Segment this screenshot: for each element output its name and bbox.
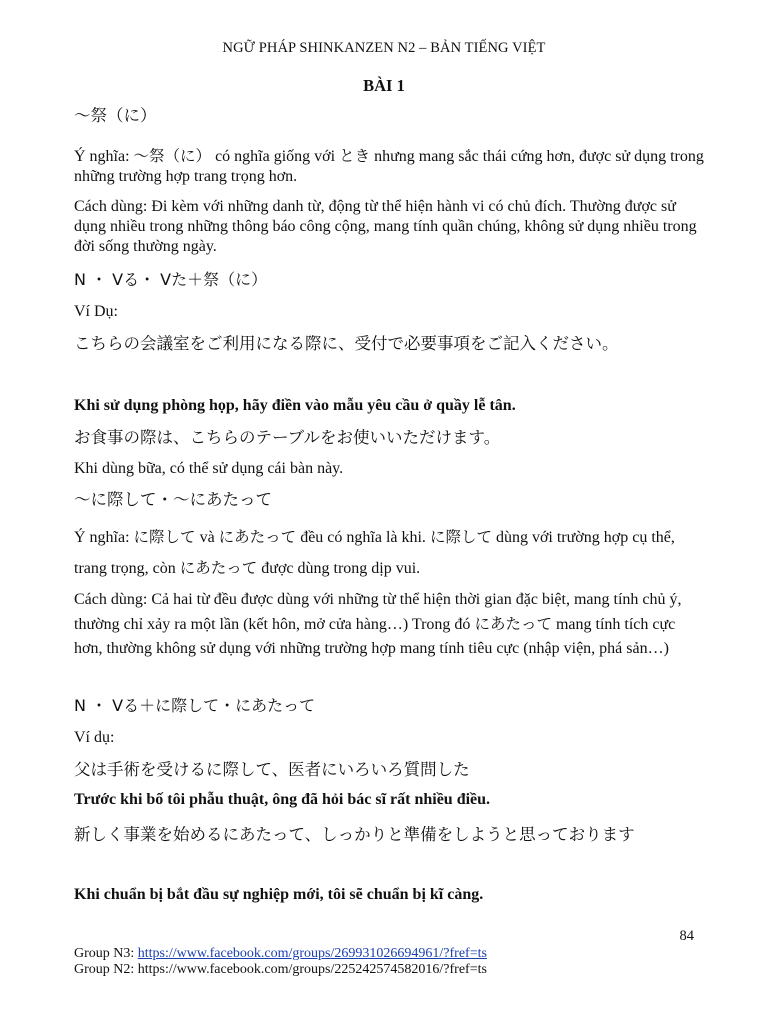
meaning-paragraph-1 (74, 146, 704, 187)
usage-paragraph-1: Cách dùng: Đi kèm với những danh từ, động từ thể hiện hành vi có chủ đích. Thường được sử dụng nhiều trong những thông báo công cộng, mang tính quần chúng, không sử dụng nhiều trong đời sống thường ngày. (74, 198, 697, 255)
meaning-text: được dùng trong dịp vui. (261, 560, 421, 577)
example-label-2: Ví dụ: (74, 729, 115, 746)
meaning-jp-toki: とき (339, 147, 371, 165)
page-number: 84 (679, 928, 694, 944)
footer-n2-url: https://www.facebook.com/groups/225242574582016/?fref=ts (137, 962, 487, 977)
lesson-title: BÀI 1 (363, 76, 405, 95)
footer-n2-label: Group N2: (74, 962, 135, 977)
usage-jp-term: にあたって (474, 615, 552, 633)
meaning-jp-term: 〜祭（に） (133, 147, 212, 165)
footer-n3-link[interactable]: https://www.facebook.com/groups/269931026694961/?fref=ts (137, 946, 487, 961)
grammar-pattern-2: 〜に際して・〜にあたって (74, 490, 272, 509)
meaning-text: dùng với trường hợp cụ thể, trang trọng, còn (74, 529, 675, 577)
example-1-vietnamese: Khi sử dụng phòng họp, hãy điền vào mẫu yêu cầu ở quầy lễ tân. (74, 397, 516, 414)
example-4-vietnamese: Khi chuẩn bị bắt đầu sự nghiệp mới, tôi sẽ chuẩn bị kĩ càng. (74, 886, 484, 903)
example-3-vietnamese: Trước khi bố tôi phẫu thuật, ông đã hỏi bác sĩ rất nhiều điều. (74, 791, 491, 808)
meaning-jp-term: に際して (133, 528, 196, 546)
meaning-jp-term: にあたって (179, 559, 258, 577)
footer-n3-label: Group N3: (74, 946, 135, 961)
usage-text-b: mang tính tích cực hơn, thường không sử dụng với những trường hợp mang tính tiêu cực (nhập viện, phá sản…) (74, 616, 676, 657)
example-1-japanese: こちらの会議室をご利用になる際に、受付で必要事項をご記入ください。 (74, 334, 619, 353)
example-2-japanese: お食事の際は、こちらのテーブルをお使いいただけます。 (74, 428, 501, 447)
example-4-japanese: 新しく事業を始めるにあたって、しっかりと準備をしようと思っております (74, 825, 635, 844)
meaning-text: và (199, 529, 215, 546)
footer-group-n2 (74, 962, 487, 978)
meaning-jp-term: に際して (429, 528, 492, 546)
grammar-pattern-1: 〜祭（に） (74, 106, 157, 125)
example-label-1: Ví Dụ: (74, 303, 118, 320)
meaning-text-b: nhưng mang sắc thái cứng hơn, được sử dụng trong những trường hợp trang trọng hơn. (74, 148, 704, 185)
formula-1: N ・ Vる・ Vた＋祭（に） (74, 270, 268, 289)
example-2-vietnamese: Khi dùng bữa, có thể sử dụng cái bàn này. (74, 460, 344, 477)
usage-paragraph-2 (74, 590, 704, 658)
example-3-japanese: 父は手術を受けるに際して、医者にいろいろ質問した (74, 760, 470, 779)
meaning-text-a: có nghĩa giống với (215, 148, 336, 165)
footer-group-n3 (74, 946, 487, 962)
usage-text-a: Cách dùng: Cả hai từ đều được dùng với những từ thể hiện thời gian đặc biệt, mang tính chủ ý, thường chỉ xảy ra một lần (kết hôn, mở cửa hàng…) Trong đó (74, 591, 682, 633)
meaning-jp-term: にあたって (218, 528, 297, 546)
meaning-paragraph-2 (74, 522, 704, 584)
meaning-text: đều có nghĩa là khi. (300, 529, 426, 546)
meaning-label: Ý nghĩa: (74, 529, 130, 546)
formula-2: N ・ Vる＋に際して・にあたって (74, 696, 316, 715)
meaning-label: Ý nghĩa: (74, 148, 130, 165)
document-header: NGỮ PHÁP SHINKANZEN N2 – BẢN TIẾNG VIỆT (222, 40, 546, 56)
